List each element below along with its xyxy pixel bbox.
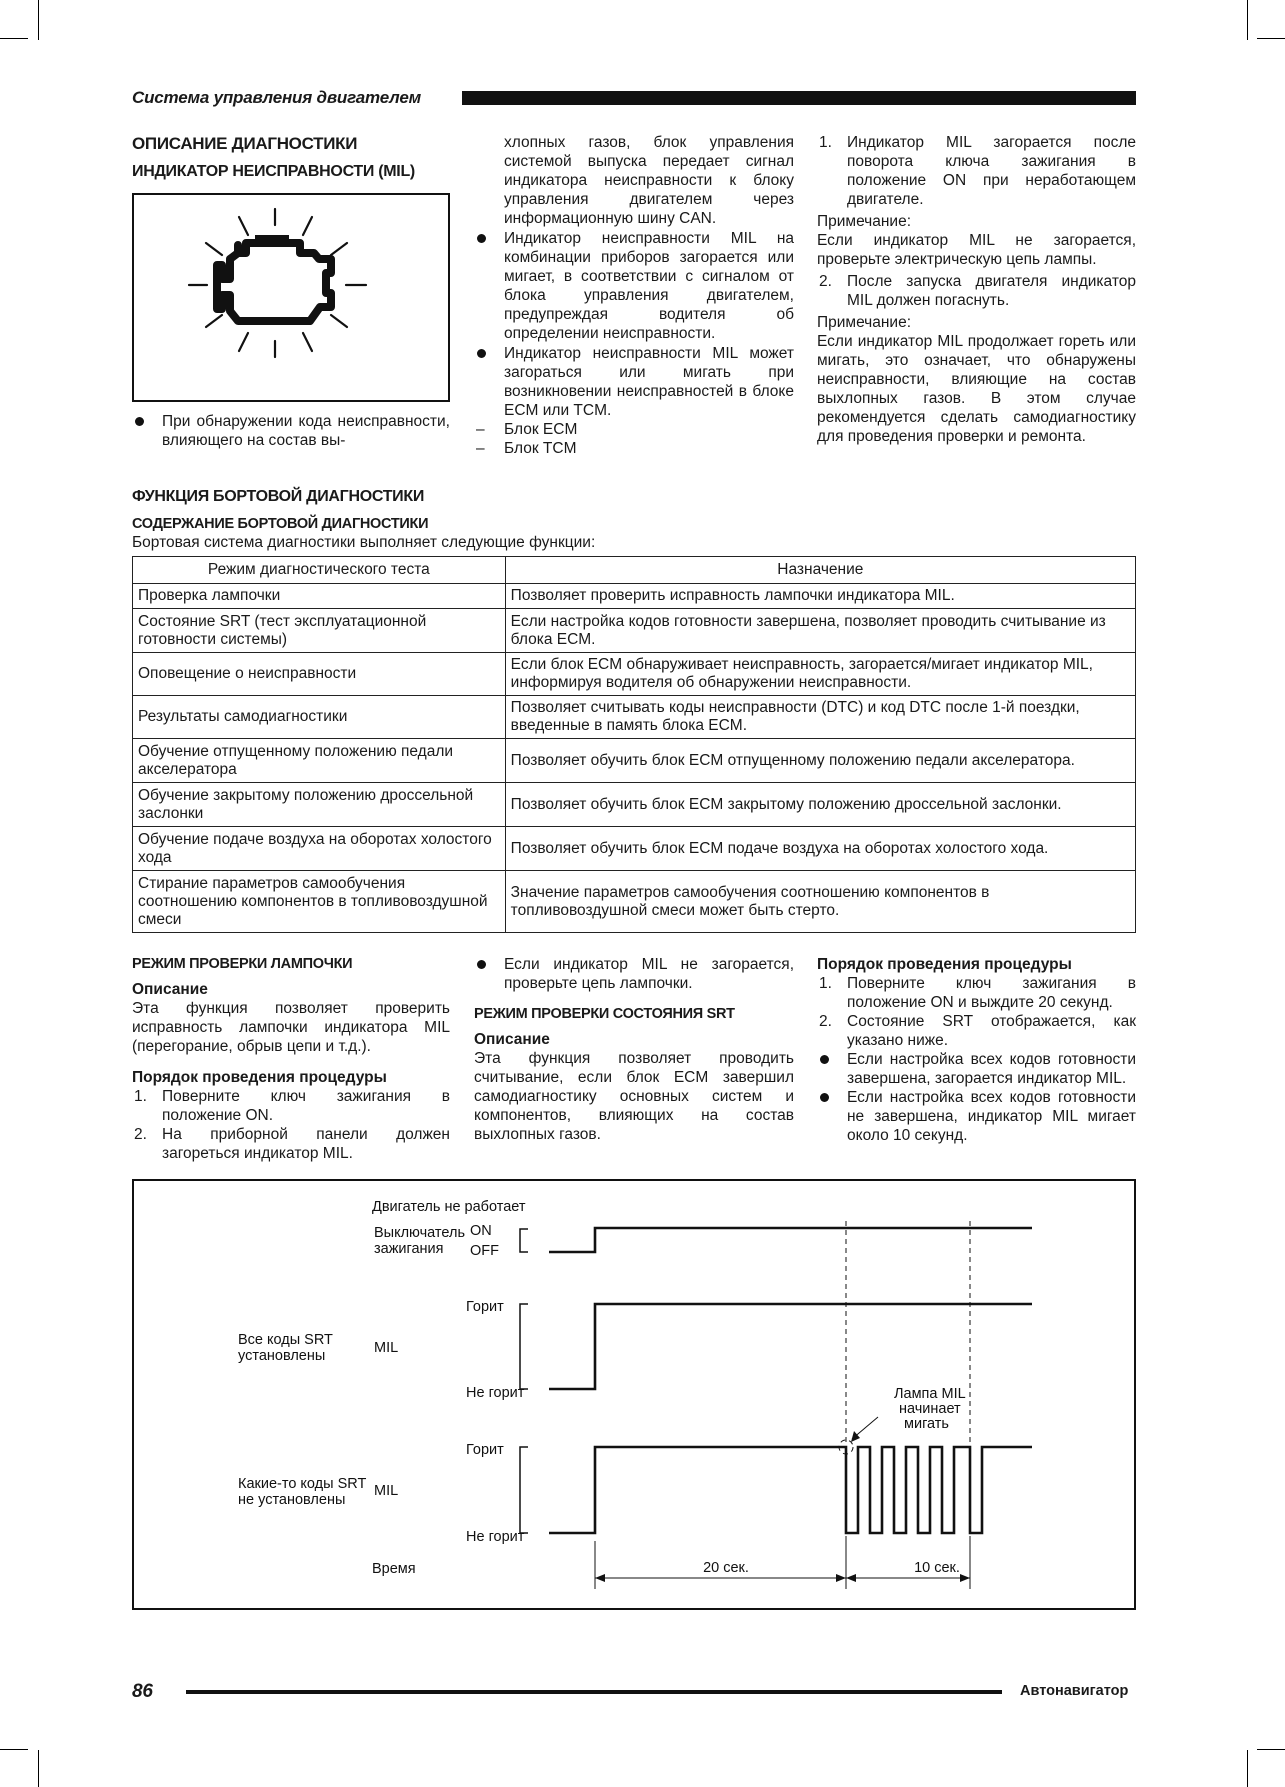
column-1-lamp [132,955,450,1163]
intro-text: Бортовая система диагностики выполняет следующие функции: [132,534,596,551]
lit-label: Горит [466,1299,504,1315]
crop-mark [0,38,28,39]
list-item [474,955,794,993]
list-item [817,1088,1136,1145]
bullet-text: Если настройка всех кодов готовности не завершена, индикатор MIL мигает около 10 секунд. [847,1089,1136,1144]
engine-off-label: Двигатель не работает [372,1199,526,1215]
table-cell: Позволяет обучить блок ECM закрытому положению дроссельной заслонки. [505,783,1135,827]
item-number: 1. [819,134,832,151]
some-srt-label: не установлены [238,1492,346,1508]
list-item: – Блок ECM [476,421,578,438]
mil-icon-box [132,193,450,402]
table-cell: Позволяет считывать коды неисправности (DTC) и код DTC после 1-й поездки, введенные в память блока ECM. [505,696,1135,739]
description-text: Эта функция позволяет проверить исправность лампочки индикатора MIL (перегорание, обрыв цепи и т.д.). [132,1000,450,1055]
bullet-icon [477,349,486,358]
section-title: ОПИСАНИЕ ДИАГНОСТИКИ [132,134,358,153]
item-text: Состояние SRT отображается, как указано ниже. [847,1013,1136,1049]
crop-mark [0,1749,28,1750]
crop-mark [1257,1749,1285,1750]
numbered-item [132,1087,450,1125]
table-row [133,653,1136,696]
interval-20s-label: 20 сек. [703,1560,749,1576]
list-item [474,229,794,343]
item-number: 2. [134,1126,147,1143]
dash-item-text: Блок ECM [504,421,578,438]
column-header: Назначение [505,557,1135,584]
table-cell: Оповещение о неисправности [133,653,506,696]
bullet-icon [820,1093,829,1102]
footer-rule [186,1690,1002,1694]
description-label: Описание [474,1031,550,1048]
description-label: Описание [132,981,208,998]
mil-all-waveform [549,1304,1032,1389]
column-2 [474,133,794,458]
numbered-item [817,272,1136,310]
section-subtitle: СОДЕРЖАНИЕ БОРТОВОЙ ДИАГНОСТИКИ [132,516,429,532]
item-text: На приборной панели должен загореться индикатор MIL. [162,1126,450,1162]
lamp-note: начинает [899,1401,961,1417]
item-number: 1. [134,1088,147,1105]
description-text: Эта функция позволяет проводить считывание, если блок ECM завершил самодиагностику основных систем и компонентов, влияющих на состав выхлопных газов. [474,1050,794,1143]
table-cell: Проверка лампочки [133,584,506,609]
timing-diagram [134,1181,1134,1608]
column-3 [817,133,1136,446]
note-text: Если индикатор MIL продолжает гореть или мигать, это означает, что обнаружены неисправности, влияющие на состав выхлопных газов. В этом случае рекомендуется сделать самодиагностику для проведения проверки и ремонта. [817,333,1136,445]
table-row [133,827,1136,871]
bullet-text: Индикатор неисправности MIL может загораться или мигать при возникновении неисправностей в блоке ECM или TCM. [504,345,794,419]
bullet-icon [820,1055,829,1064]
some-srt-label: Какие-то коды SRT [238,1476,367,1492]
numbered-item [817,974,1136,1012]
section-title: ФУНКЦИЯ БОРТОВОЙ ДИАГНОСТИКИ [132,488,425,505]
ignition-waveform [549,1228,1032,1252]
crop-mark [1257,38,1285,39]
table-row [133,609,1136,653]
unlit-label: Не горит [466,1385,525,1401]
bullet-text: При обнаружении кода неисправности, влияющего на состав вы- [162,413,450,449]
table-cell: Стирание параметров самообучения соотношению компонентов в топливовоздушной смеси [133,871,506,933]
lamp-note: Лампа MIL [894,1386,966,1402]
lamp-note: мигать [904,1416,949,1432]
procedure-label: Порядок проведения процедуры [132,1069,387,1086]
column-header: Режим диагностического теста [133,557,506,584]
unlit-label: Не горит [466,1529,525,1545]
mil-label: MIL [374,1483,399,1499]
lit-label: Горит [466,1442,504,1458]
bullet-text: Если индикатор MIL не загорается, проверьте цепь лампочки. [504,956,794,992]
item-number: 1. [819,975,832,992]
table-cell: Значение параметров самообучения соотношению компонентов в топливовоздушной смеси может быть стерто. [505,871,1135,933]
all-srt-label: Все коды SRT [238,1332,333,1348]
numbered-item [817,133,1136,209]
crop-mark [1247,0,1248,40]
page-number: 86 [132,1681,153,1702]
ignition-label: Выключатель [374,1225,465,1241]
list-item [817,1050,1136,1088]
bullet-text: Если настройка всех кодов готовности завершена, загорается индикатор MIL. [847,1051,1136,1087]
ignition-label: зажигания [374,1241,444,1257]
list-item: – Блок TCM [476,440,577,457]
dash-item-text: Блок TCM [504,440,577,457]
item-text: Индикатор MIL загорается после поворота ключа зажигания в положение ON при неработающем двигателе. [847,134,1136,208]
table-row [133,584,1136,609]
publisher-name: Автонавигатор [1020,1683,1129,1699]
table-cell: Обучение подаче воздуха на оборотах холостого хода [133,827,506,871]
interval-10s-label: 10 сек. [914,1560,960,1576]
item-text: Поверните ключ зажигания в положение ON и выждите 20 секунд. [847,975,1136,1011]
note-label: Примечание: [817,314,912,331]
table-row [133,696,1136,739]
numbered-item [817,1012,1136,1050]
table-cell: Результаты самодиагностики [133,696,506,739]
numbered-item [132,1125,450,1163]
table-cell: Если настройка кодов готовности завершена, позволяет проводить считывание из блока ECM. [505,609,1135,653]
crop-mark [38,1750,39,1787]
mil-blink-waveform [549,1447,1032,1533]
item-text: Поверните ключ зажигания в положение ON. [162,1088,450,1124]
time-label: Время [372,1561,416,1577]
subsection-title: РЕЖИМ ПРОВЕРКИ СОСТОЯНИЯ SRT [474,1006,735,1022]
table-row [133,783,1136,827]
note-label: Примечание: [817,213,912,230]
item-text: После запуска двигателя индикатор MIL должен погаснуть. [847,273,1136,309]
note-text: Если индикатор MIL не загорается, проверьте электрическую цепь лампы. [817,232,1136,268]
engine-warning-icon [134,195,448,400]
off-label: OFF [470,1243,499,1259]
table-row [133,739,1136,783]
column-2-srt [474,955,794,1144]
on-label: ON [470,1223,492,1239]
table-cell: Состояние SRT (тест эксплуатационной готовности системы) [133,609,506,653]
bullet-icon [135,417,144,426]
crop-mark [38,0,39,40]
table-cell: Обучение закрытому положению дроссельной заслонки [133,783,506,827]
table-cell: Если блок ECM обнаруживает неисправность, загорается/мигает индикатор MIL, информируя водителя об обнаружении неисправности. [505,653,1135,696]
functions-table [132,556,1136,933]
paragraph: хлопных газов, блок управления системой выпуска передает сигнал индикатора неисправности к блоку управления двигателем через информационную шину CAN. [504,134,794,227]
table-cell: Позволяет обучить блок ECM отпущенному положению педали акселератора. [505,739,1135,783]
timing-diagram-box [132,1179,1136,1610]
subsection-title: РЕЖИМ ПРОВЕРКИ ЛАМПОЧКИ [132,956,353,972]
column-3-procedure [817,955,1136,1145]
item-number: 2. [819,1013,832,1030]
procedure-label: Порядок проведения процедуры [817,956,1072,973]
running-header: Система управления двигателем [132,88,421,107]
all-srt-label: установлены [238,1348,326,1364]
bullet-text: Индикатор неисправности MIL на комбинации приборов загорается или мигает, в соответствии с сигналом от блока управления двигателем, предупреждая водителя об определении неисправности. [504,230,794,342]
crop-mark [1247,1750,1248,1787]
table-cell: Позволяет обучить блок ECM подаче воздуха на оборотах холостого хода. [505,827,1135,871]
table-row [133,871,1136,933]
bullet-icon [477,960,486,969]
header-bar [462,91,1136,105]
list-item [132,412,450,450]
table-header-row [133,557,1136,584]
table-cell: Позволяет проверить исправность лампочки индикатора MIL. [505,584,1135,609]
section-subtitle: ИНДИКАТОР НЕИСПРАВНОСТИ (MIL) [132,163,415,180]
list-item [474,344,794,420]
mil-label: MIL [374,1340,399,1356]
table-cell: Обучение отпущенному положению педали акселератора [133,739,506,783]
item-number: 2. [819,273,832,290]
bullet-icon [477,234,486,243]
